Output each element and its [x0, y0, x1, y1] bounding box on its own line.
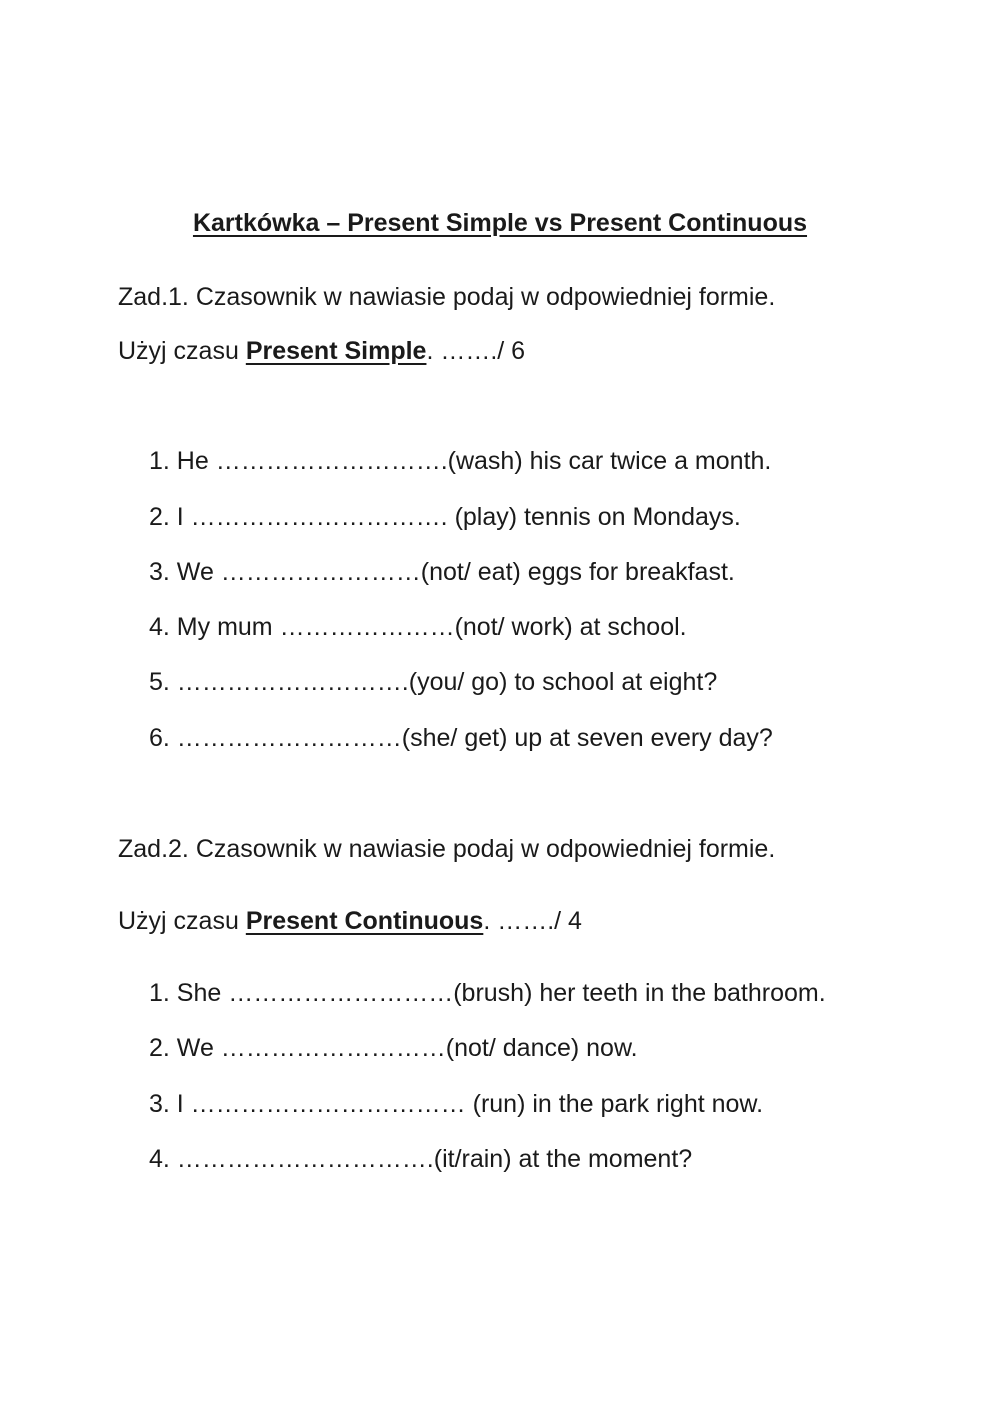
task2-tense: Present Continuous: [245, 907, 484, 935]
task2-item-4: 4. ………………………….(it/rain) at the moment?: [149, 1145, 693, 1173]
task1-heading: Zad.1. Czasownik w nawiasie podaj w odpowiedniej formie.: [118, 283, 776, 311]
task1-instruction-prefix: Użyj czasu: [118, 337, 246, 365]
page-title: Kartkówka – Present Simple vs Present Continuous: [192, 209, 808, 237]
task1-item-4: 4. My mum …………………(not/ work) at school.: [149, 613, 687, 641]
task1-instruction: [118, 336, 525, 366]
task2-instruction: [118, 906, 582, 936]
task1-item-5: 5. ……………………….(you/ go) to school at eight?: [149, 668, 718, 696]
task2-heading: Zad.2. Czasownik w nawiasie podaj w odpowiedniej formie.: [118, 835, 776, 863]
task1-item-1: 1. He ……………………….(wash) his car twice a month.: [149, 447, 772, 475]
task1-points: . ……./ 6: [426, 337, 526, 365]
task1-item-2: 2. I …………………………. (play) tennis on Mondays.: [149, 503, 741, 531]
task1-item-6: 6. ………………………(she/ get) up at seven every day?: [149, 724, 773, 752]
task2-points: . ……./ 4: [483, 907, 582, 935]
task1-tense: Present Simple: [245, 337, 427, 365]
task2-item-3: 3. I …………………………… (run) in the park right now.: [149, 1090, 764, 1118]
task2-item-2: 2. We ………………………(not/ dance) now.: [149, 1034, 638, 1062]
task2-item-1: 1. She ………………………(brush) her teeth in the bathroom.: [149, 979, 826, 1007]
task1-item-3: 3. We ……………………(not/ eat) eggs for breakfast.: [149, 558, 735, 586]
task2-instruction-prefix: Użyj czasu: [118, 907, 246, 935]
